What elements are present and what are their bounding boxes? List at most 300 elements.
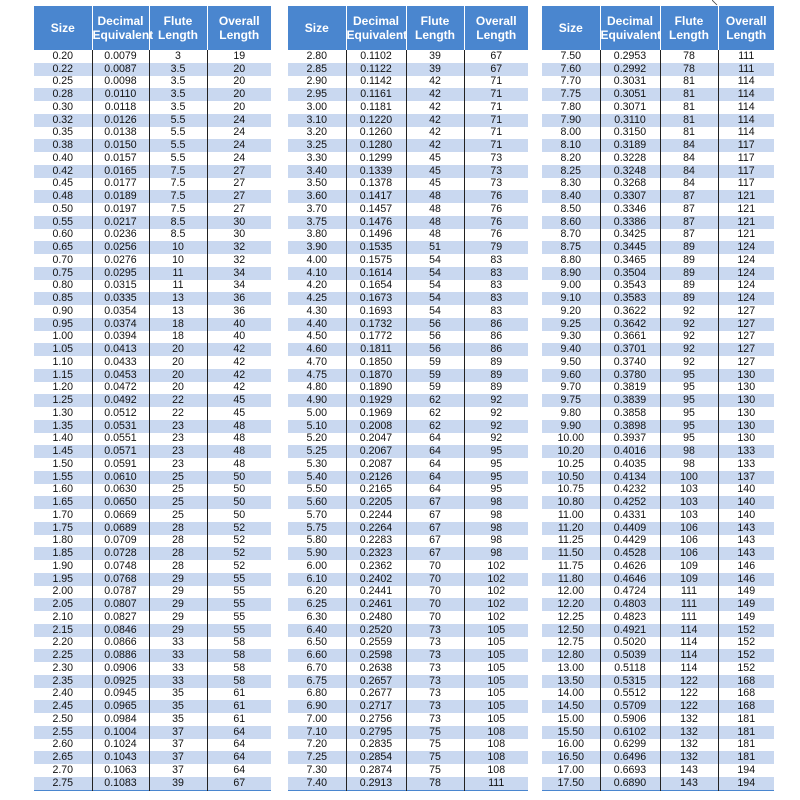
cell-flute-length: 25 [149, 496, 207, 509]
table-row [34, 458, 271, 471]
header-line1: Overall [725, 14, 767, 28]
cell-size: 12.80 [542, 649, 600, 662]
header-line2: Length [726, 28, 767, 42]
cell-size: 1.20 [34, 382, 92, 395]
cell-overall-length: 89 [464, 356, 528, 369]
table-row [542, 764, 774, 777]
cell-size: 7.00 [288, 713, 346, 726]
cell-overall-length: 24 [207, 152, 271, 165]
cell-flute-length: 75 [406, 751, 464, 764]
cell-flute-length: 13 [149, 305, 207, 318]
header-line1: Overall [475, 14, 517, 28]
cell-flute-length: 18 [149, 318, 207, 331]
cell-overall-length: 55 [207, 598, 271, 611]
cell-size: 17.00 [542, 764, 600, 777]
table-row [288, 624, 528, 637]
cell-decimal-equivalent: 0.2165 [346, 484, 406, 497]
cell-decimal-equivalent: 0.0591 [92, 458, 149, 471]
cell-size: 1.30 [34, 407, 92, 420]
cell-overall-length: 140 [718, 496, 774, 509]
table-row [288, 331, 528, 344]
cell-decimal-equivalent: 0.0650 [92, 496, 149, 509]
table-row [542, 420, 774, 433]
cell-flute-length: 114 [660, 637, 718, 650]
cell-overall-length: 127 [718, 331, 774, 344]
cell-decimal-equivalent: 0.2205 [346, 496, 406, 509]
cell-size: 2.15 [34, 624, 92, 637]
cell-size: 11.50 [542, 547, 600, 560]
cell-decimal-equivalent: 0.3031 [600, 76, 660, 89]
cell-flute-length: 48 [406, 229, 464, 242]
cell-size: 1.50 [34, 458, 92, 471]
cell-flute-length: 42 [406, 114, 464, 127]
cell-decimal-equivalent: 0.1673 [346, 292, 406, 305]
cell-size: 1.35 [34, 420, 92, 433]
cell-overall-length: 71 [464, 139, 528, 152]
cell-size: 1.75 [34, 522, 92, 535]
table-row [288, 318, 528, 331]
table-row [288, 611, 528, 624]
cell-overall-length: 40 [207, 318, 271, 331]
cell-size: 7.10 [288, 726, 346, 739]
cell-size: 9.50 [542, 356, 600, 369]
cell-flute-length: 73 [406, 649, 464, 662]
table-row [34, 165, 271, 178]
cell-size: 1.80 [34, 535, 92, 548]
table-row [288, 50, 528, 63]
cell-flute-length: 54 [406, 267, 464, 280]
cell-decimal-equivalent: 0.3150 [600, 127, 660, 140]
cell-flute-length: 103 [660, 509, 718, 522]
table-row [288, 445, 528, 458]
cell-decimal-equivalent: 0.0197 [92, 203, 149, 216]
cell-size: 12.00 [542, 586, 600, 599]
cell-overall-length: 121 [718, 190, 774, 203]
cell-size: 0.38 [34, 139, 92, 152]
table-row [542, 369, 774, 382]
table-row [288, 777, 528, 790]
cell-flute-length: 23 [149, 433, 207, 446]
table-row [288, 305, 528, 318]
cell-overall-length: 42 [207, 369, 271, 382]
table-row [288, 203, 528, 216]
cell-overall-length: 194 [718, 777, 774, 790]
cell-decimal-equivalent: 0.1181 [346, 101, 406, 114]
table-row [542, 267, 774, 280]
table-row [542, 484, 774, 497]
header-line2: Equivalent [600, 28, 662, 42]
cell-flute-length: 67 [406, 535, 464, 548]
cell-decimal-equivalent: 0.1220 [346, 114, 406, 127]
cell-overall-length: 24 [207, 139, 271, 152]
cell-size: 4.80 [288, 382, 346, 395]
cell-overall-length: 83 [464, 292, 528, 305]
cell-overall-length: 52 [207, 522, 271, 535]
cell-overall-length: 48 [207, 458, 271, 471]
header-line1: Flute [674, 14, 704, 28]
cell-size: 12.25 [542, 611, 600, 624]
cell-overall-length: 114 [718, 127, 774, 140]
cell-decimal-equivalent: 0.1811 [346, 343, 406, 356]
header-line1: Decimal [97, 14, 144, 28]
cell-overall-length: 73 [464, 152, 528, 165]
cell-size: 7.40 [288, 777, 346, 790]
cell-flute-length: 103 [660, 484, 718, 497]
cell-flute-length: 28 [149, 560, 207, 573]
cell-decimal-equivalent: 0.3189 [600, 139, 660, 152]
cell-overall-length: 95 [464, 484, 528, 497]
table-body [288, 50, 528, 790]
cell-overall-length: 50 [207, 484, 271, 497]
cell-overall-length: 102 [464, 586, 528, 599]
cell-decimal-equivalent: 0.3839 [600, 394, 660, 407]
cell-decimal-equivalent: 0.1890 [346, 382, 406, 395]
cell-flute-length: 42 [406, 139, 464, 152]
cell-decimal-equivalent: 0.2638 [346, 662, 406, 675]
cell-size: 0.42 [34, 165, 92, 178]
cell-overall-length: 79 [464, 241, 528, 254]
cell-size: 8.70 [542, 229, 600, 242]
table-row [288, 675, 528, 688]
cell-flute-length: 64 [406, 484, 464, 497]
cell-overall-length: 64 [207, 764, 271, 777]
cell-overall-length: 86 [464, 331, 528, 344]
cell-decimal-equivalent: 0.1260 [346, 127, 406, 140]
table-row [288, 127, 528, 140]
cell-flute-length: 87 [660, 203, 718, 216]
header-line1: Decimal [352, 14, 400, 28]
cell-flute-length: 48 [406, 190, 464, 203]
cell-size: 2.50 [34, 713, 92, 726]
cell-size: 1.90 [34, 560, 92, 573]
table-row [288, 509, 528, 522]
cell-size: 7.80 [542, 101, 600, 114]
cell-decimal-equivalent: 0.2913 [346, 777, 406, 790]
cell-decimal-equivalent: 0.2717 [346, 700, 406, 713]
table-row [288, 241, 528, 254]
cell-decimal-equivalent: 0.0177 [92, 178, 149, 191]
header-overall-length [464, 6, 528, 50]
cell-decimal-equivalent: 0.1850 [346, 356, 406, 369]
table-row [34, 76, 271, 89]
header-line1: Overall [218, 14, 260, 28]
cell-overall-length: 140 [718, 509, 774, 522]
cell-size: 10.80 [542, 496, 600, 509]
cell-size: 1.65 [34, 496, 92, 509]
cell-decimal-equivalent: 0.0669 [92, 509, 149, 522]
cell-size: 7.70 [542, 76, 600, 89]
header-flute-length [406, 6, 464, 50]
cell-decimal-equivalent: 0.3248 [600, 165, 660, 178]
cell-size: 3.40 [288, 165, 346, 178]
table-row [542, 445, 774, 458]
cell-decimal-equivalent: 0.1575 [346, 254, 406, 267]
cell-size: 7.50 [542, 50, 600, 63]
table-row [288, 420, 528, 433]
cell-size: 15.50 [542, 726, 600, 739]
cell-flute-length: 75 [406, 739, 464, 752]
table-row [288, 739, 528, 752]
table-row [288, 76, 528, 89]
table-row [542, 280, 774, 293]
cell-flute-length: 59 [406, 382, 464, 395]
cell-size: 6.80 [288, 688, 346, 701]
table-row [542, 76, 774, 89]
table-row [288, 152, 528, 165]
cell-overall-length: 143 [718, 535, 774, 548]
cell-flute-length: 18 [149, 331, 207, 344]
cell-size: 9.10 [542, 292, 600, 305]
cell-flute-length: 28 [149, 535, 207, 548]
cell-flute-length: 13 [149, 292, 207, 305]
cell-size: 4.60 [288, 343, 346, 356]
cell-overall-length: 194 [718, 764, 774, 777]
cell-size: 9.00 [542, 280, 600, 293]
cell-decimal-equivalent: 0.1496 [346, 229, 406, 242]
table-row [288, 280, 528, 293]
table-row [34, 522, 271, 535]
cell-decimal-equivalent: 0.0394 [92, 331, 149, 344]
cell-size: 4.70 [288, 356, 346, 369]
cell-decimal-equivalent: 0.3110 [600, 114, 660, 127]
cell-flute-length: 5.5 [149, 114, 207, 127]
cell-size: 2.75 [34, 777, 92, 790]
cell-overall-length: 55 [207, 573, 271, 586]
table-row [34, 560, 271, 573]
cell-overall-length: 71 [464, 127, 528, 140]
table-row [288, 547, 528, 560]
cell-decimal-equivalent: 0.1280 [346, 139, 406, 152]
cell-decimal-equivalent: 0.0571 [92, 445, 149, 458]
cell-overall-length: 32 [207, 241, 271, 254]
table-row [34, 700, 271, 713]
cell-size: 0.22 [34, 63, 92, 76]
table-row [542, 726, 774, 739]
cell-flute-length: 70 [406, 573, 464, 586]
cell-flute-length: 11 [149, 280, 207, 293]
cell-size: 6.50 [288, 637, 346, 650]
cell-decimal-equivalent: 0.0295 [92, 267, 149, 280]
cell-decimal-equivalent: 0.4134 [600, 471, 660, 484]
cell-overall-length: 73 [464, 165, 528, 178]
table-row [542, 649, 774, 662]
cell-overall-length: 73 [464, 178, 528, 191]
cell-decimal-equivalent: 0.4429 [600, 535, 660, 548]
cell-decimal-equivalent: 0.2598 [346, 649, 406, 662]
cell-decimal-equivalent: 0.1929 [346, 394, 406, 407]
cell-size: 4.10 [288, 267, 346, 280]
header-line2: Length [219, 28, 260, 42]
cell-overall-length: 52 [207, 547, 271, 560]
cell-flute-length: 33 [149, 675, 207, 688]
cell-size: 8.30 [542, 178, 600, 191]
cell-flute-length: 29 [149, 624, 207, 637]
cell-flute-length: 89 [660, 267, 718, 280]
cell-size: 0.50 [34, 203, 92, 216]
cell-size: 3.90 [288, 241, 346, 254]
cell-overall-length: 137 [718, 471, 774, 484]
cell-size: 3.00 [288, 101, 346, 114]
cell-overall-length: 58 [207, 637, 271, 650]
cell-decimal-equivalent: 0.4016 [600, 445, 660, 458]
cell-flute-length: 111 [660, 611, 718, 624]
drill-size-table-1 [34, 6, 271, 791]
cell-size: 9.70 [542, 382, 600, 395]
cell-overall-length: 24 [207, 114, 271, 127]
cell-overall-length: 117 [718, 165, 774, 178]
cell-flute-length: 92 [660, 331, 718, 344]
cell-size: 3.10 [288, 114, 346, 127]
cell-flute-length: 70 [406, 586, 464, 599]
cell-size: 3.50 [288, 178, 346, 191]
cell-overall-length: 98 [464, 522, 528, 535]
cell-flute-length: 39 [406, 50, 464, 63]
stray-mark [712, 0, 718, 6]
cell-decimal-equivalent: 0.1693 [346, 305, 406, 318]
cell-overall-length: 124 [718, 292, 774, 305]
cell-overall-length: 27 [207, 165, 271, 178]
cell-flute-length: 56 [406, 343, 464, 356]
cell-decimal-equivalent: 0.0866 [92, 637, 149, 650]
header-decimal-equivalent [92, 6, 154, 50]
cell-size: 0.60 [34, 229, 92, 242]
cell-decimal-equivalent: 0.0413 [92, 343, 149, 356]
table-row [542, 688, 774, 701]
cell-decimal-equivalent: 0.3425 [600, 229, 660, 242]
cell-flute-length: 25 [149, 471, 207, 484]
cell-decimal-equivalent: 0.6693 [600, 764, 660, 777]
cell-flute-length: 64 [406, 471, 464, 484]
cell-flute-length: 73 [406, 713, 464, 726]
cell-overall-length: 76 [464, 203, 528, 216]
table-row [288, 178, 528, 191]
table-row [542, 88, 774, 101]
table-row [542, 139, 774, 152]
table-row [34, 343, 271, 356]
cell-overall-length: 50 [207, 471, 271, 484]
cell-size: 3.20 [288, 127, 346, 140]
cell-overall-length: 83 [464, 280, 528, 293]
cell-decimal-equivalent: 0.2087 [346, 458, 406, 471]
table-header [542, 6, 774, 50]
table-row [34, 586, 271, 599]
cell-overall-length: 95 [464, 458, 528, 471]
cell-size: 4.20 [288, 280, 346, 293]
cell-flute-length: 75 [406, 764, 464, 777]
table-row [34, 382, 271, 395]
cell-overall-length: 55 [207, 624, 271, 637]
table-row [34, 598, 271, 611]
cell-overall-length: 92 [464, 407, 528, 420]
cell-decimal-equivalent: 0.3622 [600, 305, 660, 318]
cell-decimal-equivalent: 0.0807 [92, 598, 149, 611]
cell-flute-length: 33 [149, 637, 207, 650]
cell-flute-length: 29 [149, 611, 207, 624]
table-row [542, 152, 774, 165]
table-row [542, 573, 774, 586]
table-row [542, 598, 774, 611]
cell-flute-length: 81 [660, 76, 718, 89]
cell-decimal-equivalent: 0.3898 [600, 420, 660, 433]
cell-flute-length: 62 [406, 420, 464, 433]
cell-decimal-equivalent: 0.3071 [600, 101, 660, 114]
cell-decimal-equivalent: 0.2264 [346, 522, 406, 535]
table-row [34, 190, 271, 203]
cell-flute-length: 95 [660, 394, 718, 407]
cell-size: 4.40 [288, 318, 346, 331]
cell-flute-length: 89 [660, 254, 718, 267]
cell-flute-length: 87 [660, 229, 718, 242]
cell-decimal-equivalent: 0.2441 [346, 586, 406, 599]
cell-decimal-equivalent: 0.0689 [92, 522, 149, 535]
table-body [542, 50, 774, 790]
header-size [542, 6, 600, 50]
cell-decimal-equivalent: 0.1457 [346, 203, 406, 216]
cell-decimal-equivalent: 0.0768 [92, 573, 149, 586]
table-row [288, 292, 528, 305]
cell-size: 0.25 [34, 76, 92, 89]
cell-size: 8.25 [542, 165, 600, 178]
cell-overall-length: 52 [207, 560, 271, 573]
cell-size: 14.50 [542, 700, 600, 713]
cell-flute-length: 92 [660, 343, 718, 356]
cell-decimal-equivalent: 0.0748 [92, 560, 149, 573]
cell-flute-length: 62 [406, 394, 464, 407]
cell-decimal-equivalent: 0.0118 [92, 101, 149, 114]
cell-flute-length: 45 [406, 165, 464, 178]
table-row [542, 343, 774, 356]
cell-overall-length: 86 [464, 318, 528, 331]
table-row [34, 407, 271, 420]
cell-flute-length: 3 [149, 50, 207, 63]
cell-overall-length: 117 [718, 152, 774, 165]
cell-decimal-equivalent: 0.4035 [600, 458, 660, 471]
table-row [34, 484, 271, 497]
cell-overall-length: 130 [718, 407, 774, 420]
cell-decimal-equivalent: 0.0531 [92, 420, 149, 433]
table-row [288, 713, 528, 726]
cell-size: 6.70 [288, 662, 346, 675]
table-row [288, 369, 528, 382]
cell-decimal-equivalent: 0.0906 [92, 662, 149, 675]
cell-overall-length: 133 [718, 458, 774, 471]
cell-decimal-equivalent: 0.1063 [92, 764, 149, 777]
cell-flute-length: 98 [660, 445, 718, 458]
cell-decimal-equivalent: 0.0453 [92, 369, 149, 382]
table-row [34, 280, 271, 293]
cell-size: 2.85 [288, 63, 346, 76]
header-overall-length [207, 6, 271, 50]
table-row [542, 101, 774, 114]
cell-overall-length: 114 [718, 101, 774, 114]
cell-flute-length: 3.5 [149, 63, 207, 76]
cell-overall-length: 108 [464, 739, 528, 752]
cell-flute-length: 73 [406, 688, 464, 701]
cell-size: 2.60 [34, 739, 92, 752]
cell-flute-length: 87 [660, 216, 718, 229]
cell-decimal-equivalent: 0.1024 [92, 739, 149, 752]
header-line2: Length [669, 28, 709, 42]
cell-decimal-equivalent: 0.1043 [92, 751, 149, 764]
table-row [288, 662, 528, 675]
cell-decimal-equivalent: 0.4803 [600, 598, 660, 611]
cell-size: 14.00 [542, 688, 600, 701]
table-header [34, 6, 271, 50]
cell-flute-length: 64 [406, 445, 464, 458]
cell-flute-length: 78 [406, 777, 464, 790]
cell-overall-length: 121 [718, 216, 774, 229]
cell-decimal-equivalent: 0.1870 [346, 369, 406, 382]
